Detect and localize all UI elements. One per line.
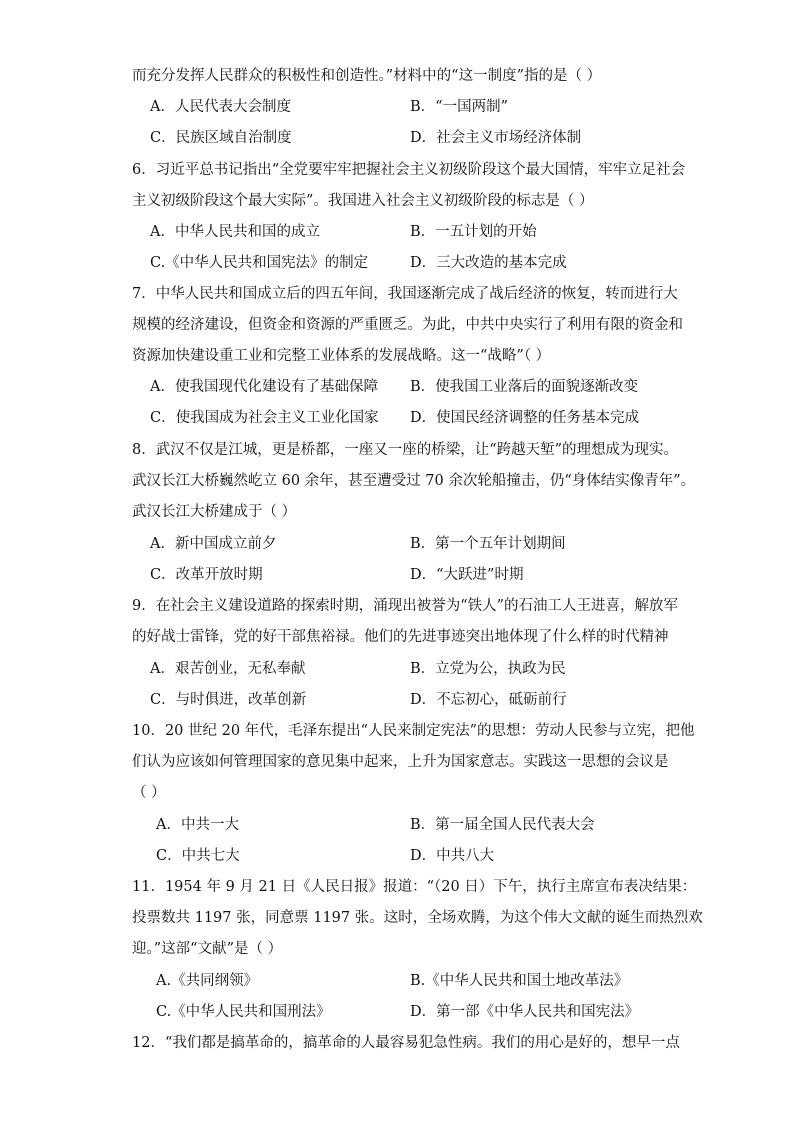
q7-stem-line-2: 规模的经济建设，但资金和资源的严重匮乏。为此，中共中央实行了利用有限的资金和 bbox=[132, 317, 683, 333]
q8-stem-line-2: 武汉长江大桥巍然屹立 60 余年，甚至遭受过 70 余次轮船撞击，仍“身体结实像青年”。 bbox=[132, 473, 696, 489]
q9-stem-line-1: 9．在社会主义建设道路的探索时期，涌现出被誉为“铁人”的石油工人王进喜，解放军 bbox=[132, 598, 679, 614]
q11-option-a: A.《共同纲领》 bbox=[156, 973, 259, 989]
q9-stem-line-2: 的好战士雷锋，党的好干部焦裕禄。他们的先进事迹突出地体现了什么样的时代精神 bbox=[132, 629, 669, 645]
q9-option-c: C．与时俱进，改革创新 bbox=[150, 692, 307, 708]
q6-stem-line-1: 6．习近平总书记指出“全党要牢牢把握社会主义初级阶段这个最大国情，牢牢立足社会 bbox=[132, 162, 686, 178]
q5-option-b: B．“一国两制” bbox=[410, 99, 508, 115]
q7-option-a: A．使我国现代化建设有了基础保障 bbox=[150, 379, 378, 395]
q11-option-c: C.《中华人民共和国刑法》 bbox=[156, 1004, 331, 1020]
q11-option-d: D．第一部《中华人民共和国宪法》 bbox=[410, 1004, 640, 1020]
q7-option-d: D．使国民经济调整的任务基本完成 bbox=[410, 410, 640, 426]
q10-stem-line-2: 们认为应该如何管理国家的意见集中起来，上升为国家意志。实践这一思想的会议是 bbox=[132, 754, 669, 770]
q6-option-c: C.《中华人民共和国宪法》的制定 bbox=[150, 255, 369, 271]
q7-option-c: C．使我国成为社会主义工业化国家 bbox=[150, 410, 379, 426]
q8-option-d: D．“大跃进”时期 bbox=[410, 567, 524, 583]
q5-option-a: A．人民代表大会制度 bbox=[150, 99, 291, 115]
q5-option-d: D．社会主义市场经济体制 bbox=[410, 130, 582, 146]
q12-stem-line-1: 12．“我们都是搞革命的，搞革命的人最容易犯急性病。我们的用心是好的，想早一点 bbox=[132, 1035, 680, 1051]
q7-option-b: B．使我国工业落后的面貌逐渐改变 bbox=[410, 379, 639, 395]
q11-option-b: B.《中华人民共和国土地改革法》 bbox=[410, 973, 629, 989]
q6-option-a: A．中华人民共和国的成立 bbox=[150, 224, 320, 240]
q8-option-c: C．改革开放时期 bbox=[150, 567, 263, 583]
q8-option-a: A．新中国成立前夕 bbox=[150, 536, 277, 552]
q11-stem-line-2: 投票数共 1197 张，同意票 1197 张。这时，全场欢腾，为这个伟大文献的诞生而热烈欢 bbox=[132, 910, 703, 926]
q9-option-b: B．立党为公，执政为民 bbox=[410, 661, 566, 677]
q10-stem-line-3: （ ） bbox=[132, 785, 166, 801]
q10-option-b: B．第一届全国人民代表大会 bbox=[410, 817, 595, 833]
q5-stem-tail: 而充分发挥人民群众的积极性和创造性。”材料中的“这一制度”指的是（ ） bbox=[132, 68, 602, 84]
q7-stem-line-3: 资源加快建设重工业和完整工业体系的发展战略。这一“战略”（ ） bbox=[132, 348, 551, 364]
q8-option-b: B．第一个五年计划期间 bbox=[410, 536, 566, 552]
q11-stem-line-1: 11．1954 年 9 月 21 日《人民日报》报道：“（20 日）下午，执行主席宣布表决结果： bbox=[132, 879, 697, 895]
q6-option-d: D．三大改造的基本完成 bbox=[410, 255, 567, 271]
q9-option-a: A．艰苦创业，无私奉献 bbox=[150, 661, 306, 677]
q10-option-c: C．中共七大 bbox=[156, 848, 240, 864]
q9-option-d: D．不忘初心，砥砺前行 bbox=[410, 692, 567, 708]
q5-option-c: C．民族区域自治制度 bbox=[150, 130, 292, 146]
q8-stem-line-3: 武汉长江大桥建成于（ ） bbox=[132, 504, 297, 520]
q6-option-b: B．一五计划的开始 bbox=[410, 224, 537, 240]
q11-stem-line-3: 迎。”这部“文献”是（ ） bbox=[132, 941, 283, 957]
q6-stem-line-2: 主义初级阶段这个最大实际”。我国进入社会主义初级阶段的标志是（ ） bbox=[132, 193, 594, 209]
q10-option-a: A．中共一大 bbox=[156, 817, 239, 833]
q10-stem-line-1: 10．20 世纪 20 年代，毛泽东提出“人民来制定宪法”的思想：劳动人民参与立宪，把他 bbox=[132, 723, 695, 739]
q8-stem-line-1: 8．武汉不仅是江城，更是桥都，一座又一座的桥梁，让“跨越天堑”的理想成为现实。 bbox=[132, 442, 679, 458]
q7-stem-line-1: 7．中华人民共和国成立后的四五年间，我国逐渐完成了战后经济的恢复，转而进行大 bbox=[132, 286, 678, 302]
q10-option-d: D．中共八大 bbox=[410, 848, 495, 864]
